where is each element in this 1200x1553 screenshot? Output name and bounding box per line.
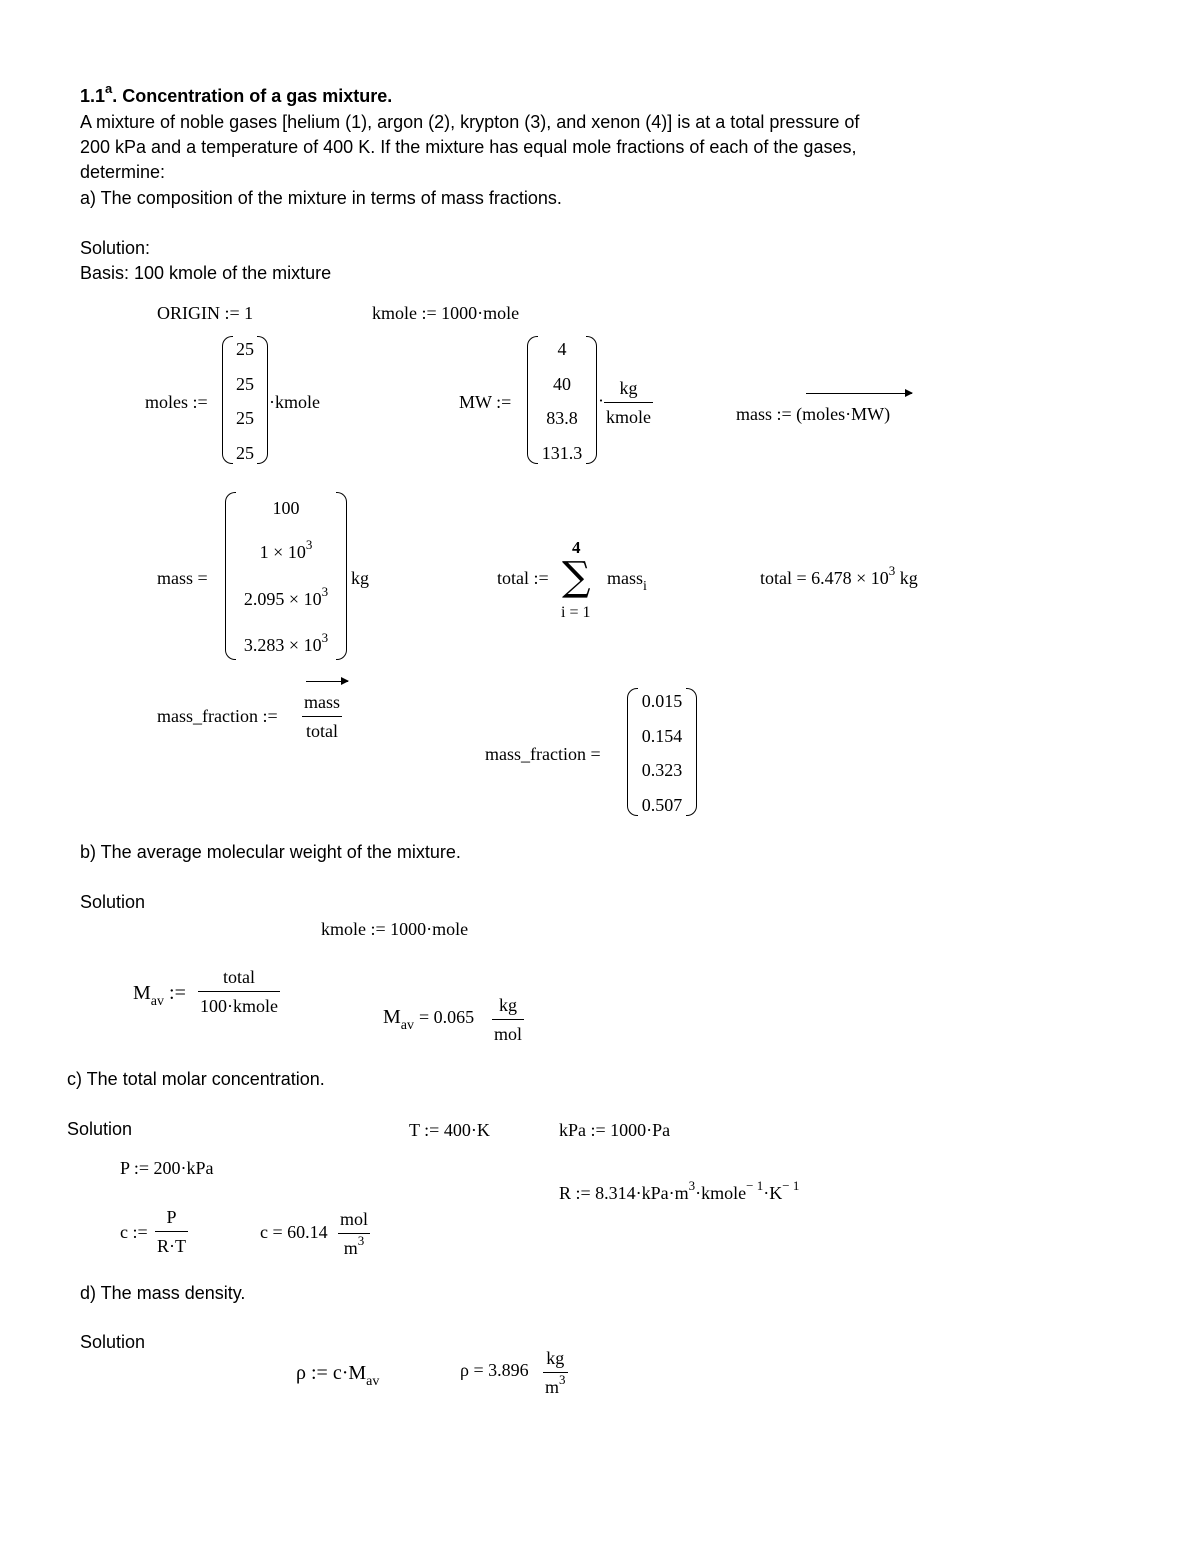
mass-exponent: 3 xyxy=(321,584,329,599)
c-unit-den xyxy=(338,1234,370,1264)
mav-symbol: M xyxy=(133,982,151,1004)
rho-unit-fraction xyxy=(543,1344,568,1403)
moles-value: 25 xyxy=(236,339,254,359)
rho-result: ρ = 3.896 xyxy=(460,1360,529,1380)
r-def-exp3: − 1 xyxy=(782,1178,800,1193)
t-def: T := 400·K xyxy=(409,1120,490,1140)
mf-num: mass xyxy=(302,688,342,717)
mw-unit xyxy=(598,374,653,431)
rho-unit-den-exp: 3 xyxy=(559,1372,566,1387)
part-a-question: a) The composition of the mixture in terms of mass fractions. xyxy=(80,188,562,208)
mav-unit-num: kg xyxy=(492,991,524,1020)
rho-unit-den xyxy=(543,1373,568,1403)
problem-line-2: 200 kPa and a temperature of 400 K. If the mixture has equal mole fractions of each of the gases, xyxy=(80,137,857,157)
mav-result xyxy=(383,1006,475,1033)
c-def-label: c := xyxy=(120,1222,148,1242)
c-unit-wrap xyxy=(338,1205,370,1264)
mass-exponent: 3 xyxy=(321,630,329,645)
mw-unit-dot: · xyxy=(598,390,604,411)
moles-value: 25 xyxy=(236,443,254,463)
problem-line-3: determine: xyxy=(80,162,166,182)
r-def-exp2: − 1 xyxy=(746,1178,764,1193)
c-def-fraction xyxy=(155,1203,188,1260)
origin-def: ORIGIN := 1 xyxy=(157,303,254,323)
mw-label: MW := xyxy=(459,392,512,412)
mass-unit: kg xyxy=(351,568,369,588)
vectorize-arrow xyxy=(806,393,912,394)
mf-fraction xyxy=(302,688,342,745)
mf-def-label: mass_fraction := xyxy=(157,706,278,726)
mass-value xyxy=(225,630,347,656)
moles-unit: ·kmole xyxy=(269,392,320,412)
mw-unit-den: kmole xyxy=(606,407,651,427)
r-def-pre: R := 8.314·kPa·m xyxy=(559,1183,689,1203)
mf-value: 0.323 xyxy=(641,760,683,780)
total-result xyxy=(760,563,918,589)
c-def-fraction-wrap xyxy=(155,1203,188,1260)
r-def xyxy=(559,1178,800,1204)
mf-def-fraction xyxy=(302,688,342,745)
mass-result-label: mass = xyxy=(157,568,208,588)
kmole-def-b: kmole := 1000·mole xyxy=(321,919,469,939)
mw-value: 40 xyxy=(553,374,571,394)
rho-unit-den-base: m xyxy=(545,1377,560,1397)
mav-result-value: = 0.065 xyxy=(419,1007,475,1027)
rho-unit-num: kg xyxy=(543,1344,568,1373)
sum-upper: 4 xyxy=(572,538,581,557)
mav-fraction xyxy=(198,963,280,1020)
problem-title-text: . Concentration of a gas mixture. xyxy=(112,86,393,106)
c-def-den: R·T xyxy=(157,1236,186,1256)
r-def-k: ·K xyxy=(763,1183,783,1203)
rho-unit-wrap xyxy=(543,1344,568,1403)
mass-def-left: mass := xyxy=(736,404,792,424)
mass-def-vec: (moles·MW) xyxy=(796,404,891,424)
mav-result-symbol: M xyxy=(383,1006,401,1028)
total-result-unit: kg xyxy=(899,568,918,588)
problem-line-1: A mixture of noble gases [helium (1), argon (2), krypton (3), and xenon (4)] is at a total pressure of xyxy=(80,112,860,132)
c-unit-den-base: m xyxy=(343,1238,358,1258)
mf-matrix xyxy=(627,688,697,816)
sum-term-text: mass xyxy=(607,568,643,588)
c-def-num: P xyxy=(155,1203,188,1232)
sigma-icon: ∑ xyxy=(562,554,591,600)
mav-unit-fraction xyxy=(492,991,524,1048)
mf-vectorize-arrow xyxy=(306,681,348,682)
total-result-mantissa: total = 6.478 × 10 xyxy=(760,568,889,588)
kmole-def-a: kmole := 1000·mole xyxy=(372,303,520,323)
part-d-question: d) The mass density. xyxy=(80,1283,246,1303)
mw-value: 4 xyxy=(557,339,567,359)
r-def-exp1: 3 xyxy=(688,1178,696,1193)
rho-def-text: ρ := c·M xyxy=(296,1362,367,1384)
problem-number: 1.1 xyxy=(80,86,106,106)
mw-value: 83.8 xyxy=(546,408,578,428)
mass-value xyxy=(225,584,347,610)
sum-term-sub: i xyxy=(643,579,647,594)
c-unit-fraction xyxy=(338,1205,370,1264)
mass-mantissa: 100 xyxy=(272,498,300,518)
mf-value: 0.154 xyxy=(641,726,683,746)
mav-subscript: av xyxy=(150,994,165,1009)
mw-unit-num: kg xyxy=(604,374,653,403)
sum-term xyxy=(607,568,647,594)
mav-num: total xyxy=(198,963,280,992)
mav-def xyxy=(133,982,186,1009)
mav-assign: := xyxy=(169,982,186,1004)
mass-def xyxy=(736,404,890,425)
mass-mantissa: 2.095 × 10 xyxy=(243,589,322,609)
total-def: total := xyxy=(497,568,549,588)
mf-result-label: mass_fraction = xyxy=(485,744,601,764)
mass-value xyxy=(225,537,347,563)
mf-den: total xyxy=(306,721,338,741)
mf-value: 0.507 xyxy=(641,795,683,815)
c-unit-num: mol xyxy=(338,1205,370,1234)
sum-lower: i = 1 xyxy=(561,604,591,621)
mav-result-subscript: av xyxy=(400,1018,415,1033)
mw-value: 131.3 xyxy=(541,443,583,463)
c-result: c = 60.14 xyxy=(260,1222,328,1242)
mass-matrix xyxy=(225,492,347,660)
part-d-solution-label: Solution xyxy=(80,1332,146,1352)
moles-value: 25 xyxy=(236,374,254,394)
part-b-question: b) The average molecular weight of the mixture. xyxy=(80,842,461,862)
mav-den: 100·kmole xyxy=(200,996,278,1016)
rho-def-sub: av xyxy=(366,1374,380,1389)
mf-value: 0.015 xyxy=(641,691,683,711)
mav-unit-den: mol xyxy=(494,1024,523,1044)
mw-matrix xyxy=(527,336,597,464)
moles-value: 25 xyxy=(236,408,254,428)
problem-sup: a xyxy=(105,81,113,96)
mass-mantissa: 1 × 10 xyxy=(259,542,306,562)
c-unit-den-exp: 3 xyxy=(357,1233,365,1248)
mass-mantissa: 3.283 × 10 xyxy=(243,635,322,655)
mass-value xyxy=(225,498,347,519)
total-result-exponent: 3 xyxy=(888,563,896,578)
mass-exponent: 3 xyxy=(305,537,313,552)
mav-unit-wrap xyxy=(492,991,524,1048)
part-c-solution-label: Solution xyxy=(67,1119,133,1139)
part-a-basis: Basis: 100 kmole of the mixture xyxy=(80,263,332,283)
mw-unit-fraction xyxy=(604,374,653,431)
p-def: P := 200·kPa xyxy=(120,1158,214,1178)
rho-def xyxy=(296,1362,380,1389)
moles-matrix xyxy=(222,336,268,464)
kpa-def: kPa := 1000·Pa xyxy=(559,1120,671,1140)
part-b-solution-label: Solution xyxy=(80,892,146,912)
part-c-question: c) The total molar concentration. xyxy=(67,1069,325,1089)
r-def-mid: ·kmole xyxy=(695,1183,747,1203)
mav-fraction-wrap xyxy=(198,963,280,1020)
part-a-solution-label: Solution: xyxy=(80,238,151,258)
problem-title xyxy=(80,81,393,110)
moles-label: moles := xyxy=(145,392,208,412)
